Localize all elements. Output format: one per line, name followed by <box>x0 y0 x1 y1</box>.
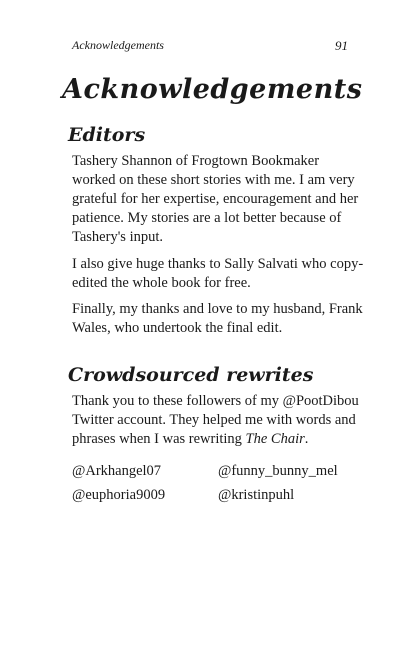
paragraph-crowdsourced-text: Thank you to these followers of my @PootDibou Twitter account. They helped me with words and phrases when I was rewriting <box>72 393 359 447</box>
paragraph-editors-1: Tashery Shannon of Frogtown Bookmaker worked on these short stories with me. I am very grateful for her expertise, encouragement and her patience. My stories are a lot better because of Tashery's input. <box>72 153 359 245</box>
twitter-handle: @funny_bunny_mel <box>218 463 338 479</box>
twitter-handle: @Arkhangel07 <box>72 463 162 479</box>
running-header <box>72 38 348 54</box>
paragraph-editors-2: I also give huge thanks to Sally Salvati who copy-edited the whole book for free. <box>72 256 364 291</box>
paragraph-crowdsourced <box>72 392 364 449</box>
paragraph-editors-3: Finally, my thanks and love to my husband, Frank Wales, who undertook the final edit. <box>72 301 363 336</box>
section-heading-crowdsourced: Crowdsourced rewrites <box>68 364 314 386</box>
paragraph-crowdsourced-end: . <box>304 431 309 447</box>
twitter-handle: @euphoria9009 <box>72 487 166 503</box>
running-title: Acknowledgements <box>72 38 164 52</box>
page-number: 91 <box>335 38 348 53</box>
twitter-handle: @kristinpuhl <box>218 487 295 503</box>
section-heading-editors: Editors <box>68 124 146 146</box>
page-title: Acknowledgements <box>62 74 363 105</box>
book-title-italic: The Chair <box>245 431 305 447</box>
